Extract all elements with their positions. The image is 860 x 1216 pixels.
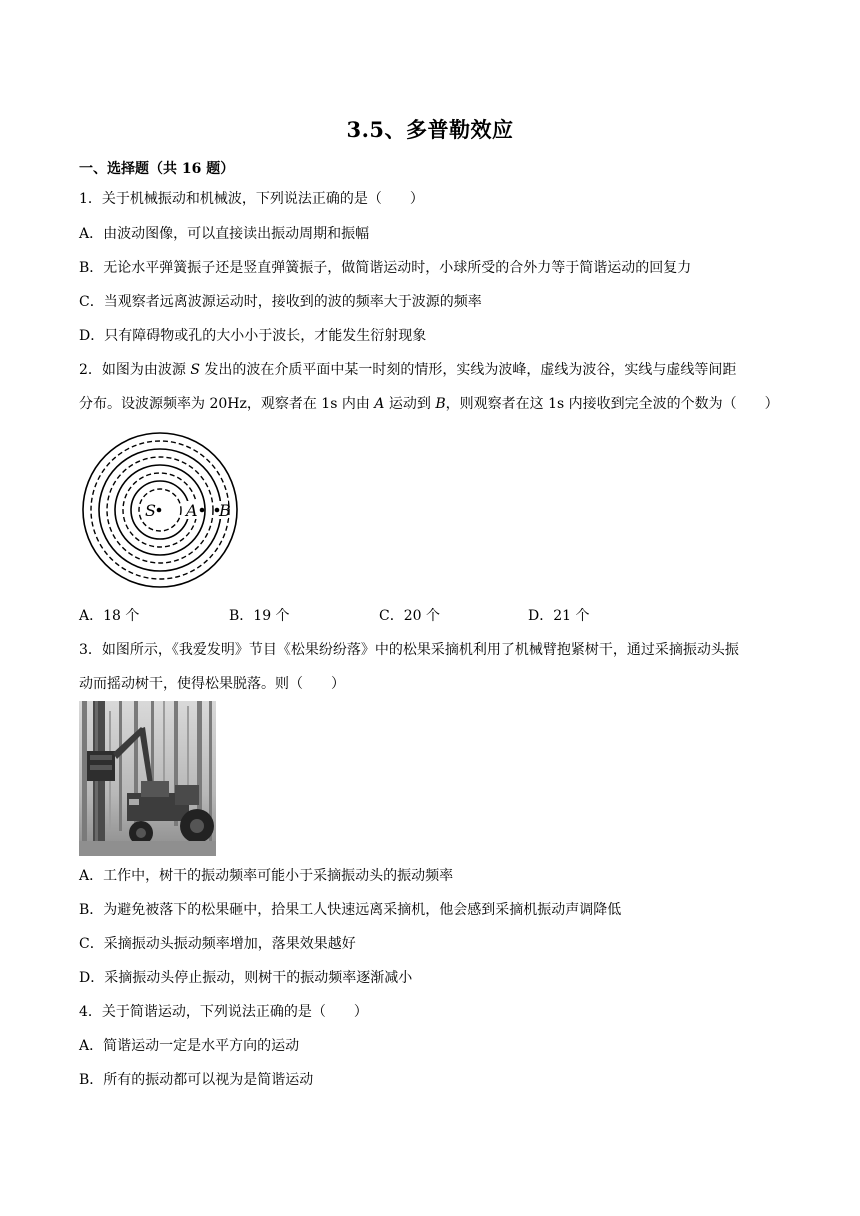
q1-stem: 1．关于机械振动和机械波，下列说法正确的是（ ） bbox=[79, 191, 424, 207]
q3-stem-line1: 3．如图所示，《我爱发明》节目《松果纷纷落》中的松果采摘机利用了机械臂抱紧树干，通过采摘振动头振 bbox=[79, 642, 739, 658]
section-heading: 一、选择题（共 16 题） bbox=[79, 161, 235, 177]
q2-option-b: B．19 个 bbox=[229, 608, 290, 624]
page-title: 3.5、多普勒效应 bbox=[346, 117, 514, 142]
q2-text: 运动到 bbox=[388, 396, 431, 412]
q3-stem-line2: 动而摇动树干，使得松果脱落。则（ ） bbox=[79, 676, 345, 692]
q2-text: ，则观察者在这 1s 内接收到完全波的个数为（ ） bbox=[445, 396, 779, 412]
q3-option-c: C．采摘振动头振动频率增加，落果效果越好 bbox=[79, 936, 356, 952]
q1-option-c: C．当观察者远离波源运动时，接收到的波的频率大于波源的频率 bbox=[79, 294, 482, 310]
q1-option-a: A．由波动图像，可以直接读出振动周期和振幅 bbox=[79, 226, 370, 242]
q2-stem-line2 bbox=[79, 394, 784, 414]
q1-option-d: D．只有障碍物或孔的大小小于波长，才能发生衍射现象 bbox=[79, 328, 427, 344]
point-a bbox=[200, 508, 205, 513]
q4-option-a: A．简谐运动一定是水平方向的运动 bbox=[79, 1038, 300, 1054]
label-b: B bbox=[219, 501, 231, 520]
q2-option-d: D．21 个 bbox=[528, 608, 590, 624]
q2-option-a: A．18 个 bbox=[79, 608, 140, 624]
q2-text: 分布。设波源频率为 20Hz，观察者在 1s 内由 bbox=[79, 396, 370, 412]
source-point bbox=[157, 508, 162, 513]
q2-point-a-symbol: A bbox=[374, 396, 385, 412]
q4-stem: 4．关于简谐运动，下列说法正确的是（ ） bbox=[79, 1004, 368, 1020]
q3-option-d: D．采摘振动头停止振动，则树干的振动频率逐渐减小 bbox=[79, 970, 413, 986]
q2-text: 发出的波在介质平面中某一时刻的情形，实线为波峰，虚线为波谷，实线与虚线等间距 bbox=[204, 362, 737, 378]
q2-source-symbol: S bbox=[190, 362, 200, 378]
label-s: S bbox=[145, 501, 156, 520]
q2-text: 2．如图为由波源 bbox=[79, 362, 186, 378]
q4-option-b: B．所有的振动都可以视为是简谐运动 bbox=[79, 1072, 314, 1088]
q3-option-b: B．为避免被落下的松果砸中，拾果工人快速远离采摘机，他会感到采摘机振动声调降低 bbox=[79, 902, 622, 918]
q2-option-c: C．20 个 bbox=[379, 608, 440, 624]
q3-option-a: A．工作中，树干的振动频率可能小于采摘振动头的振动频率 bbox=[79, 868, 454, 884]
pine-cone-harvester-photo bbox=[79, 701, 216, 856]
q1-option-b: B．无论水平弹簧振子还是竖直弹簧振子，做简谐运动时，小球所受的合外力等于简谐运动的回复力 bbox=[79, 260, 692, 276]
q2-stem-line1 bbox=[79, 360, 784, 380]
wave-circles-figure bbox=[80, 430, 240, 590]
q2-point-b-symbol: B bbox=[435, 396, 446, 412]
label-a: A bbox=[186, 501, 198, 520]
